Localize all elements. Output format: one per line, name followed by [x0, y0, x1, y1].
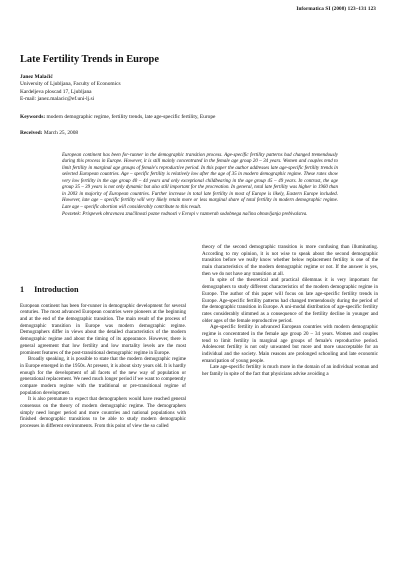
paragraph: Broadly speaking, it is possible to state that the modern demographic regime in Europe emerged in the 1950s. At present, it is about sixty years old. It is hardly enough for the development of all facets of the new way of population or generational replacement. We need much longer period if we want to competently compare modern regime with the traditional or pre-transitional regime of population development.: [20, 356, 186, 396]
keywords: [20, 114, 380, 120]
received-text: March 25, 2008: [43, 130, 79, 136]
author-name: Janez Malačič: [20, 74, 53, 80]
keywords-label: Keywords:: [20, 114, 46, 120]
paragraph: Late age-specific fertility is much more in the domain of an individual woman and her family in spite of the fact that physicians advise avoiding a: [202, 364, 378, 378]
section-number: 1: [20, 285, 25, 294]
paragraph: In spite of the theoretical and practical dilemmas it is very important for demographers to study different characteristics of the modern demographic regime in Europe. The author of this paper will focus on late age-specific fertility trends in Europe. Age-specific fertility patterns had changed tremendously during the period of the demographic transition in Europe. A uni-modal distribution of age-specific fertility rates considerably slimmed as a consequence of the fertility decline in younger and older ages of the female reproductive period.: [202, 277, 378, 324]
paper-title: Late Fertility Trends in Europe: [20, 54, 159, 65]
paragraph: It is also premature to expect that demographers would have reached general consensus on the theory of modern demographic regime. The demographers simply need longer period and more countries and national populations with finished demographic transitions to be able to study modern demographic processes in different environments. From this point of view the so called: [20, 396, 186, 430]
left-column: [20, 287, 186, 430]
keywords-text: modern demographic regime, fertility trends, late age-specific fertility, Europe: [46, 114, 216, 120]
author-address: Kardeljeva ploscad 17, Ljubljana: [20, 88, 92, 95]
abstract-slovene: Povzetek: Prispevek obravnava značilnosti pozne rodnosti v Evropi v razmerah sodobnega načina obnavljanja prebivalstva.: [62, 211, 308, 217]
running-head: Informatica SI (2008) 123–131 123: [296, 6, 376, 12]
abstract-english: European continent has been for-runner in the demographic transition process. Age-specific fertility patterns had changed tremendously during this process in Europe. However, it is still mainly concentrated in the female age group 20 – 34 years. Women and couples tend to limit fertility in marginal age groups of female's reproductive period. In this paper the author addresses late age-specific fertility trends in selected European countries. Age – specific fertility is relatively low after the age of 35 in modern demographic regime. These rates show very low fertility in the age group 40 – 44 years and only exceptional childbearing in the age group 45 – 49 years. In contrast, the age group 35 – 39 years is not only dynamic but also still important for the procreation. In general, total late fertility was higher in 1960 than in 2003 in majority of European countries. Further increase in total late fertility in most of Europe is likely, Eastern Europe included. However, late age – specific fertility will very likely retain more or less marginal share of total fertility in modern demographic regime. Late age – specific abortion will considerably contribute to this result.: [62, 153, 338, 210]
paragraph: European continent has been for-runner in demographic development for several centuries. The most advanced European countries were pioneers at the beginning and at the end of the demographic transition. The main result of the process of demographic transition in Europe was modern demographic regime. Demographers differ in views about the detailed characteristics of the modern demographic regime and about the timing of its appearance. However, there is general agreement that low fertility and low mortality levels are the most prominent features of the post-transitional demographic regime in Europe.: [20, 302, 186, 356]
abstract: [62, 153, 338, 218]
section-heading: [20, 287, 186, 294]
received-date: [20, 130, 78, 136]
section-title: Introduction: [34, 285, 79, 294]
received-label: Received:: [20, 130, 43, 136]
author-email: E-mail: janez.malacic@ef.uni-lj.si: [20, 95, 95, 102]
author-affiliation: University of Ljubljana, Faculty of Economics: [20, 81, 121, 88]
paragraph: theory of the second demographic transition is more confusing than illuminating. According to my opinion, it is not wise to speak about the second demographic transition before we really know whether below replacement fertility is one of the main characteristics of the modern demographic regime or not. If the answer is yes, then we do not have any transition at all.: [202, 244, 378, 277]
author-block: [20, 74, 121, 103]
paragraph: Age-specific fertility in advanced European countries with modern demographic regime is concentrated in the female age group 20 – 34 years. Women and couples tend to limit fertility in marginal age groups of female's reproductive period. Adolescent fertility is not only unwanted but more and more unacceptable for an individual and the society. Main reasons are prolonged schooling and late economic emancipation of young people.: [202, 324, 378, 364]
right-column: [202, 244, 378, 378]
